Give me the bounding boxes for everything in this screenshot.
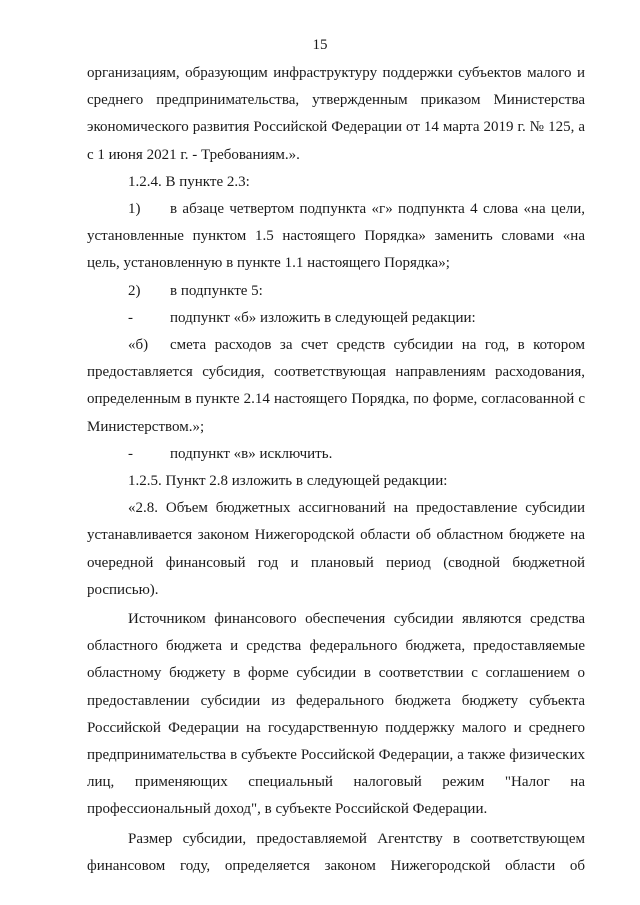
list-item-2-number: 2)	[128, 282, 141, 299]
paragraph-continuation: организациям, образующим инфраструктуру поддержки субъектов малого и среднего предпринимательства, утвержденным приказом Министерства экономического развития Российской Федерации от 14 марта 2019 г. № 125, а с 1 июня 2021 г. - Требованиям.».	[87, 65, 585, 163]
list-item-1-number: 1)	[128, 201, 141, 218]
page-number: 15	[312, 37, 328, 53]
list-item-1	[87, 196, 585, 223]
subitem-b	[87, 332, 585, 359]
list-item-1-first-line: в абзаце четвертом подпункта «г» подпункта 4 слова «на цели,	[170, 201, 585, 218]
subitem-b-first-line: смета расходов за счет средств субсидии на год, в котором	[170, 337, 585, 354]
dash-item-2-mark: -	[128, 445, 133, 462]
dash-item-1	[87, 305, 585, 332]
subitem-b-continuation: предоставляется субсидия, соответствующая направлениям расходования, определенным в пункте 2.14 настоящего Порядка, по форме, согласованной с Министерством.»;	[87, 364, 585, 435]
dash-item-1-mark: -	[128, 309, 133, 326]
paragraph-funding-source: Источником финансового обеспечения субсидии являются средства областного бюджета и средства федерального бюджета, предоставляемые областному бюджету в форме субсидии в соответствии с соглашением о предоставлении субсидии из федерального бюджета бюджету субъекта Российской Федерации на государственную поддержку малого и среднего предпринимательства в субъекте Российской Федерации, а также физических лиц, применяющих специальный налоговый режим "Налог на профессиональный доход", в субъекте Российской Федерации.	[87, 611, 585, 818]
list-item-2-text: в подпункте 5:	[170, 282, 263, 299]
subitem-b-mark: «б)	[128, 337, 149, 354]
dash-item-2	[87, 441, 585, 468]
paragraph-subsidy-size: Размер субсидии, предоставляемой Агентству в соответствующем финансовом году, определяется законом Нижегородской области об	[87, 830, 585, 874]
list-item-2	[87, 278, 585, 305]
dash-item-2-text: подпункт «в» исключить.	[170, 445, 333, 462]
paragraph-1-2-4: 1.2.4. В пункте 2.3:	[128, 173, 250, 190]
paragraph-1-2-5: 1.2.5. Пункт 2.8 изложить в следующей редакции:	[128, 473, 448, 490]
list-item-1-continuation: установленные пунктом 1.5 настоящего Порядка» заменить словами «на цель, установленную в пункте 1.1 настоящего Порядка»;	[87, 228, 585, 272]
paragraph-2-8: «2.8. Объем бюджетных ассигнований на предоставление субсидии устанавливается законом Нижегородской области об областном бюджете на очередной финансовый год и плановый период (сводной бюджетной росписью).	[87, 500, 585, 598]
dash-item-1-text: подпункт «б» изложить в следующей редакции:	[170, 309, 476, 326]
document-body	[87, 60, 585, 880]
